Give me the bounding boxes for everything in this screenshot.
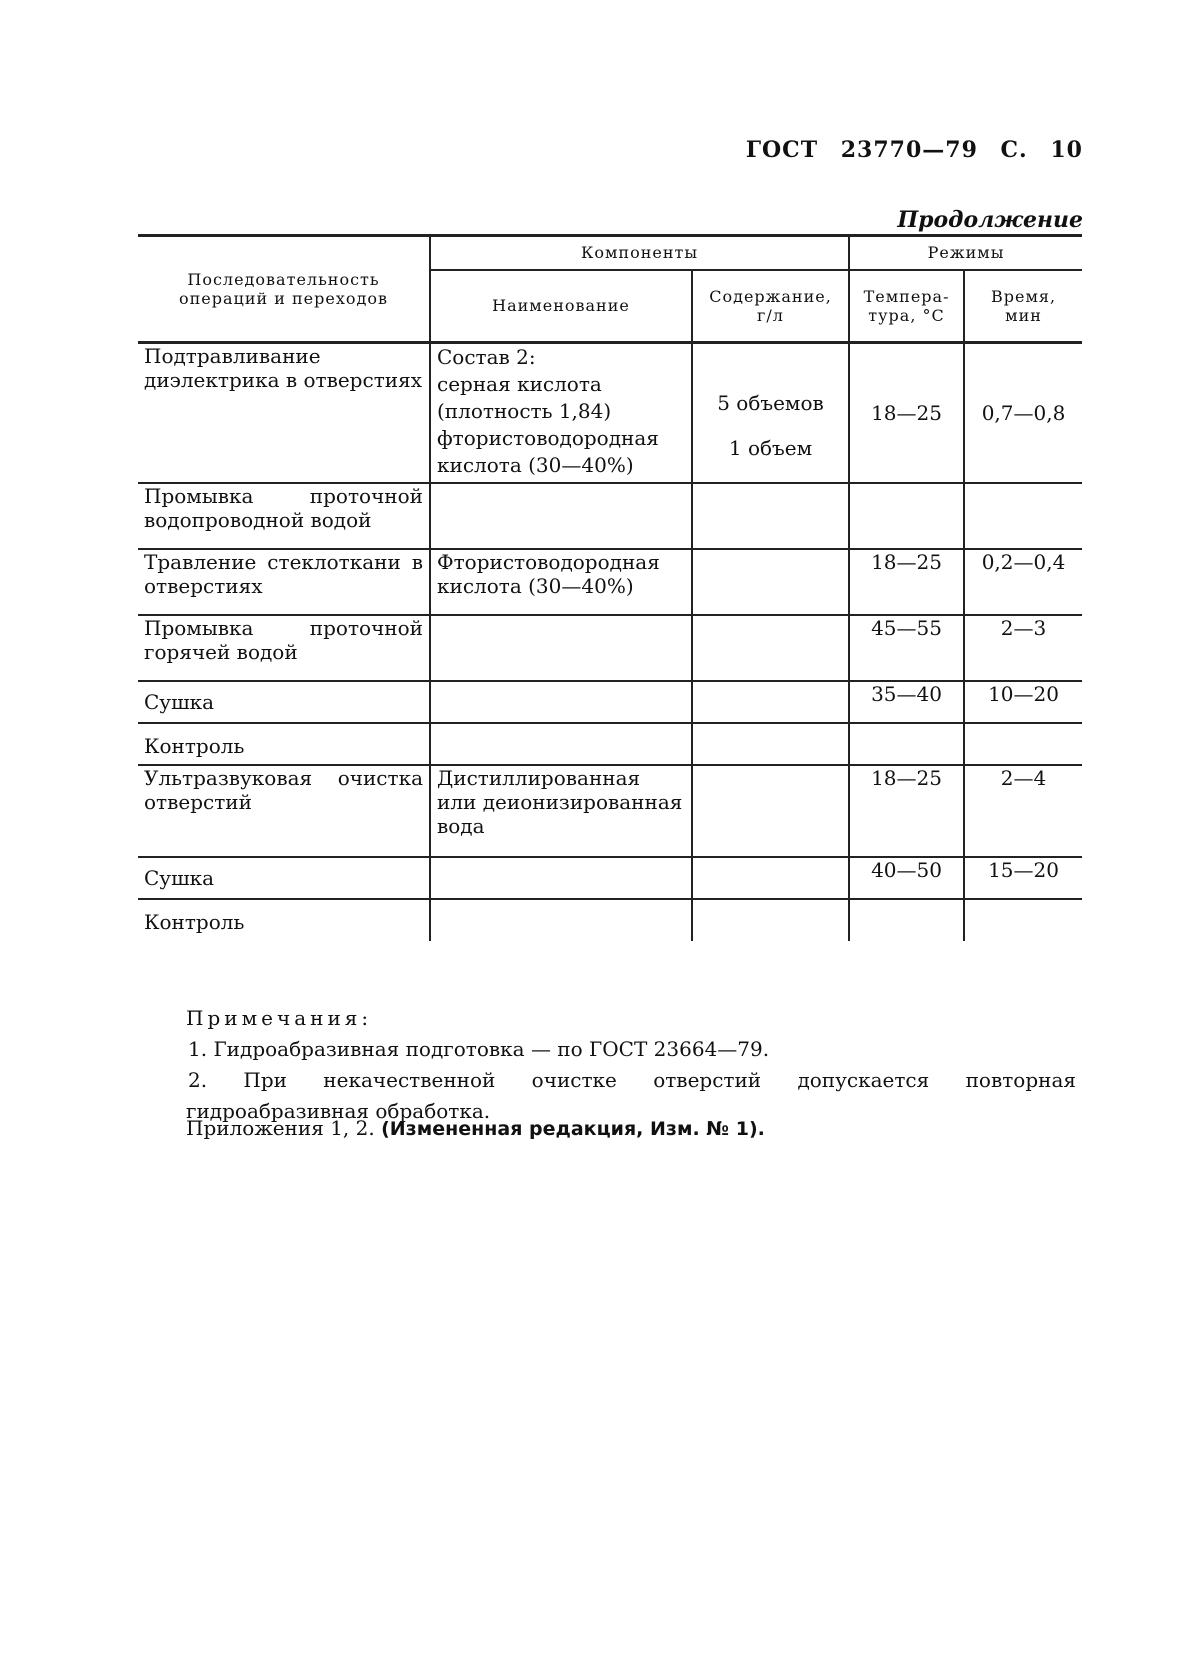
components-cell: [430, 723, 692, 765]
header-sequence: Последовательность операций и переходов: [138, 236, 430, 343]
operation-cell: Контроль: [138, 899, 430, 941]
components-cell: [430, 899, 692, 941]
components-cell: [430, 483, 692, 549]
header-components: Компоненты: [430, 236, 849, 271]
content-line: 5 объемов: [717, 390, 824, 415]
time-cell: 0,2—0,4: [964, 549, 1082, 615]
page-number: С. 10: [1000, 137, 1083, 163]
operation-cell: Контроль: [138, 723, 430, 765]
content-cell: [692, 765, 849, 857]
table-row: [138, 615, 1082, 681]
content-line: 1 объем: [728, 435, 813, 460]
components-cell: [430, 681, 692, 723]
content-cell: [692, 681, 849, 723]
operation-cell: Ультразвуковая очистка отверстий: [138, 765, 430, 857]
operation-cell: Промывка проточной водопроводной водой: [138, 483, 430, 549]
operation-cell: Подтравливание диэлектрика в отверстиях: [138, 343, 430, 483]
operation-cell: Травление стеклоткани в отверстиях: [138, 549, 430, 615]
content-cell: [692, 899, 849, 941]
time-cell: [964, 899, 1082, 941]
note-item: 1. Гидроабразивная подготовка — по ГОСТ 23664—79.: [188, 1037, 770, 1061]
table-row: [138, 483, 1082, 549]
header-modes: Режимы: [849, 236, 1082, 271]
header-name: Наименование: [430, 270, 692, 343]
time-cell: 10—20: [964, 681, 1082, 723]
component-line: серная кислота (плотность 1,84): [437, 372, 612, 423]
content-cell: [692, 857, 849, 899]
continuation-label: Продолжение: [897, 207, 1083, 233]
header-temperature: Темпера-тура, °С: [849, 270, 964, 343]
table-row: [138, 765, 1082, 857]
content-cell: [692, 549, 849, 615]
temperature-cell: [849, 899, 964, 941]
notes-section: [186, 1003, 1076, 1127]
content-cell: [692, 343, 849, 483]
components-cell: [430, 343, 692, 483]
component-line: фтористоводородная кислота (30—40%): [437, 426, 659, 477]
temperature-cell: [849, 723, 964, 765]
notes-title: Примечания:: [186, 1006, 373, 1030]
table-row: [138, 681, 1082, 723]
temperature-cell: 18—25: [849, 343, 964, 483]
components-cell: [430, 615, 692, 681]
temperature-cell: 18—25: [849, 549, 964, 615]
header-time: Время, мин: [964, 270, 1082, 343]
time-cell: [964, 723, 1082, 765]
content-cell: [692, 615, 849, 681]
temperature-cell: 18—25: [849, 765, 964, 857]
temperature-cell: 40—50: [849, 857, 964, 899]
content-cell: [692, 723, 849, 765]
operation-cell: Промывка проточной горячей водой: [138, 615, 430, 681]
operation-cell: Сушка: [138, 857, 430, 899]
header-content: Содержание, г/л: [692, 270, 849, 343]
standard-number: ГОСТ 23770—79: [745, 137, 978, 163]
revision-note: (Измененная редакция, Изм. № 1).: [381, 1118, 765, 1140]
page-header: [746, 137, 1083, 163]
components-cell: [430, 857, 692, 899]
process-table: [138, 234, 1082, 941]
table-row: [138, 899, 1082, 941]
table-row: [138, 723, 1082, 765]
table-row: [138, 343, 1082, 483]
operation-cell: Сушка: [138, 681, 430, 723]
time-cell: 2—4: [964, 765, 1082, 857]
note-item: 2. При некачественной очистке отверстий допускается повторная гидроабразивная обработка.: [186, 1068, 1076, 1123]
table-row: [138, 549, 1082, 615]
table-row: [138, 857, 1082, 899]
time-cell: [964, 483, 1082, 549]
time-cell: 2—3: [964, 615, 1082, 681]
temperature-cell: [849, 483, 964, 549]
components-cell: Дистиллированная или деионизированная вода: [430, 765, 692, 857]
appendix-text: Приложения 1, 2.: [186, 1116, 375, 1140]
time-cell: 0,7—0,8: [964, 343, 1082, 483]
components-cell: Фтористоводородная кислота (30—40%): [430, 549, 692, 615]
appendix-line: [186, 1116, 765, 1140]
temperature-cell: 35—40: [849, 681, 964, 723]
component-line: Состав 2:: [437, 345, 536, 369]
time-cell: 15—20: [964, 857, 1082, 899]
content-cell: [692, 483, 849, 549]
temperature-cell: 45—55: [849, 615, 964, 681]
